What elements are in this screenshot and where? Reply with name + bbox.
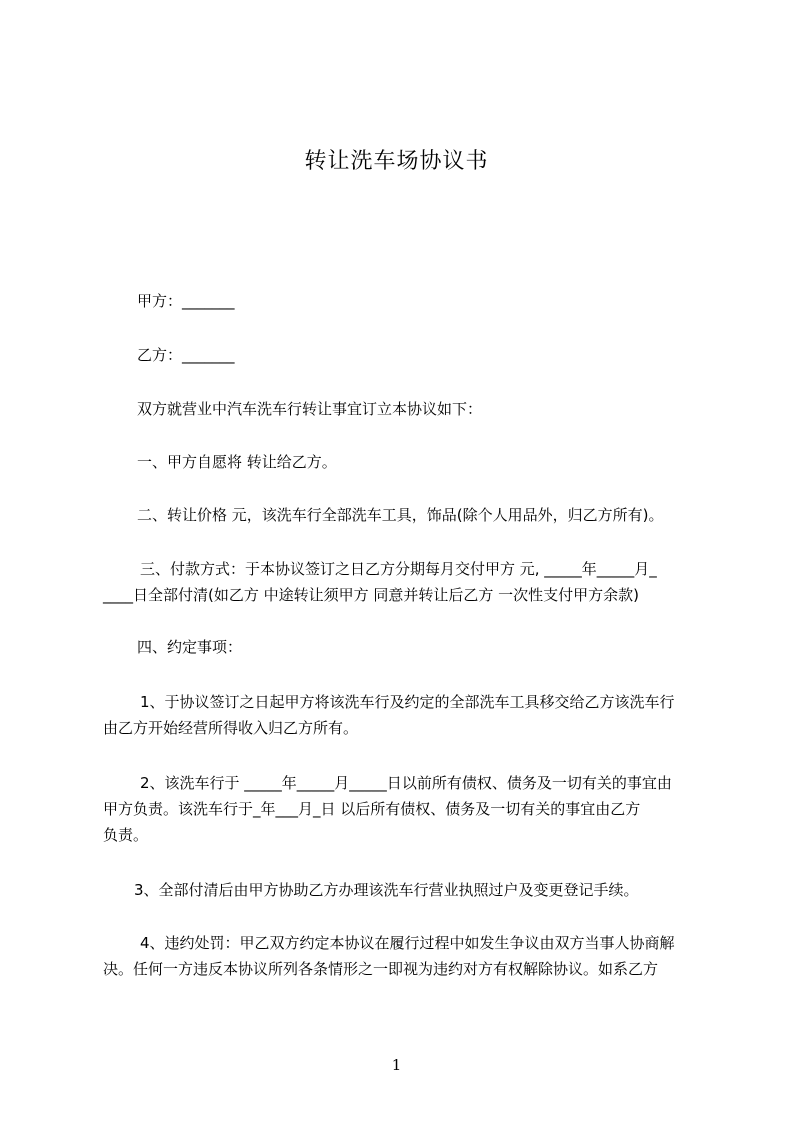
item-4-line-1: 4、违约处罚：甲乙双方约定本协议在履行过程中如发生争议由双方当事人协商解 <box>140 934 675 952</box>
intro-paragraph: 双方就营业中汽车洗车行转让事宜订立本协议如下： <box>137 400 483 418</box>
item-2-line-3: 负责。 <box>103 826 149 844</box>
clause-3-line-1: 三、付款方式：于本协议签订之日乙方分期每月交付甲方 元, _____年_____月_ <box>140 560 657 578</box>
item-1-line-1: 1、于协议签订之日起甲方将该洗车行及约定的全部洗车工具移交给乙方该洗车行 <box>140 693 675 711</box>
party-b-line: 乙方：_______ <box>137 346 235 364</box>
item-4 <box>103 930 715 982</box>
party-a-line: 甲方：_______ <box>137 292 235 310</box>
item-2-line-2: 甲方负责。该洗车行于_年___月_日 以后所有债权、债务及一切有关的事宜由乙方 <box>103 800 641 818</box>
page-number: 1 <box>391 1056 402 1074</box>
item-2 <box>103 770 715 848</box>
clause-2: 二、转让价格 元，该洗车行全部洗车工具，饰品(除个人用品外，归乙方所有)。 <box>137 506 664 524</box>
clause-1: 一、甲方自愿将 转让给乙方。 <box>137 453 337 471</box>
clause-4-heading: 四、约定事项： <box>137 638 243 656</box>
item-1-line-2: 由乙方开始经营所得收入归乙方所有。 <box>103 719 359 737</box>
item-3-line-1: 3、全部付清后由甲方协助乙方办理该洗车行营业执照过户及变更登记手续。 <box>134 881 639 899</box>
item-3 <box>103 877 715 903</box>
document-title: 转让洗车场协议书 <box>304 149 489 174</box>
clause-3 <box>103 556 715 608</box>
item-4-line-2: 决。任何一方违反本协议所列各条情形之一即视为违约对方有权解除协议。如系乙方 <box>103 960 659 978</box>
clause-3-line-2: ____日全部付清(如乙方 中途转让须甲方 同意并转让后乙方 一次性支付甲方余款) <box>103 586 640 604</box>
item-2-line-1: 2、该洗车行于 _____年_____月_____日以前所有债权、债务及一切有关的事宜由 <box>140 774 672 792</box>
item-1 <box>103 689 715 741</box>
